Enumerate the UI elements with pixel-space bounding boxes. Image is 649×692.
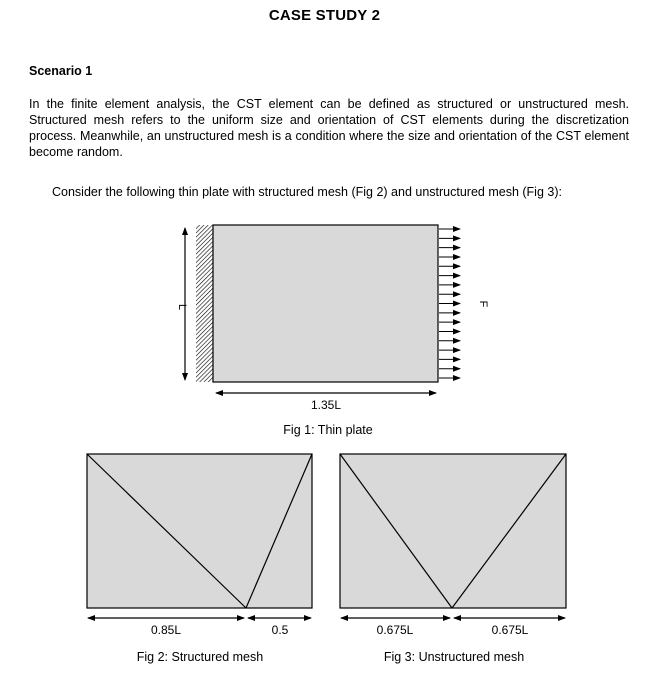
fig3-caption: Fig 3: Unstructured mesh [383,650,525,664]
fig2-caption: Fig 2: Structured mesh [136,650,264,664]
fig1-caption: Fig 1: Thin plate [283,423,373,437]
fig3-left-dim-label: 0.675L [376,623,414,637]
fig3-right-dim-label: 0.675L [491,623,529,637]
fig2-plate [87,454,312,608]
fixed-support-hatch [196,225,213,382]
height-label: L [176,303,188,311]
width-label: 1.35L [310,398,342,412]
scenario-heading: Scenario 1 [29,64,93,78]
intro-text: Consider the following thin plate with structured mesh (Fig 2) and unstructured mesh (Fig 3): [52,185,562,199]
page-title: CASE STUDY 2 [268,7,381,24]
scenario-paragraph: In the finite element analysis, the CST element can be defined as structured or unstructured mesh. Structured mesh refers to the uniform size and orientation of CST elements during the discretization process. Meanwhile, an unstructured mesh is a condition where the size and orientation of the CST element become random. [29,97,629,159]
fig2-right-dim-label: 0.5 [271,623,289,637]
fig2-left-dim-label: 0.85L [150,623,182,637]
force-label: F [477,300,489,308]
fig3-plate [340,454,566,608]
thin-plate [213,225,438,382]
distributed-force-arrows [439,229,460,378]
